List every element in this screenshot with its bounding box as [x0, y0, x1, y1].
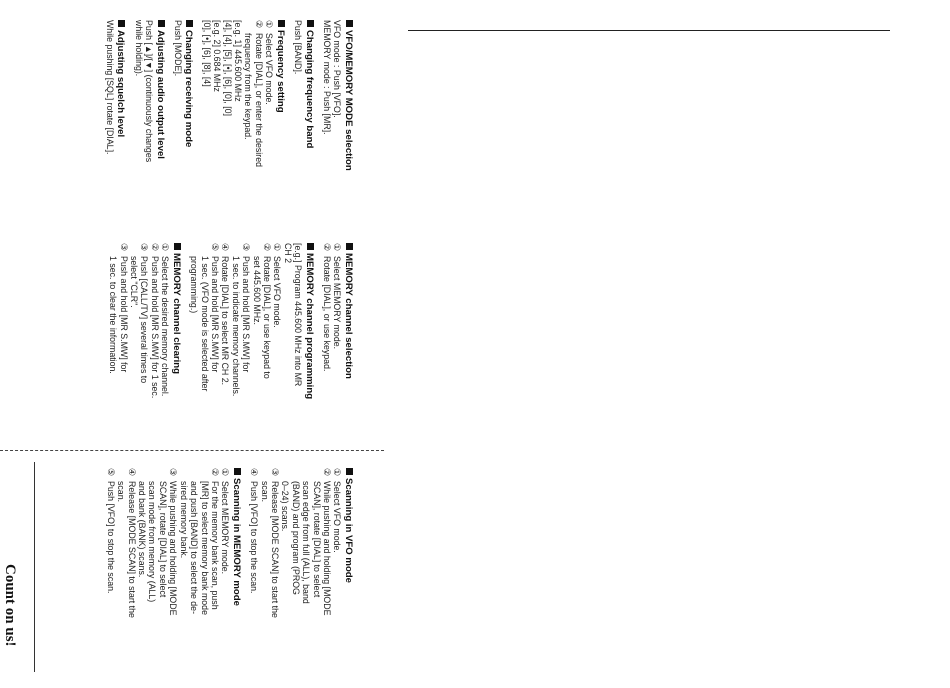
- step-line: [272, 243, 282, 463]
- text-line: [199, 468, 209, 688]
- step-number: ②: [253, 20, 264, 28]
- step-number: ①: [264, 20, 275, 28]
- line-text: Push and hold [MR S.MW] for: [118, 256, 129, 373]
- line-text: CH 2: [282, 243, 293, 264]
- bullet-square-icon: [307, 243, 314, 250]
- step-number: ②: [209, 468, 220, 476]
- line-text: 1 sec. to indicate memory channels.: [230, 256, 241, 397]
- text-line: [259, 468, 269, 688]
- line-text: scan mode from memory (ALL): [147, 481, 158, 603]
- text-line: [147, 468, 157, 688]
- line-text: Push and hold [MR S.MW] for 1 sec.: [149, 256, 160, 399]
- line-text: [0], [•], [6], [8], [4]: [201, 20, 212, 87]
- line-text: set 445.600 MHz.: [251, 256, 262, 325]
- step-number: ②: [261, 243, 272, 251]
- step-line: [105, 468, 115, 688]
- line-text: [MR] to select memory bank mode: [199, 481, 210, 615]
- line-text: sired memory bank.: [178, 481, 189, 559]
- section-title: Adjusting audio output level: [154, 30, 166, 159]
- bullet-square-icon: [158, 20, 165, 27]
- bullet-square-icon: [186, 20, 193, 27]
- text-line: [199, 243, 209, 463]
- line-text: Select MEMORY mode.: [332, 256, 343, 350]
- step-number: ⑤: [209, 243, 220, 251]
- step-number: ①: [272, 243, 283, 251]
- bullet-square-icon: [174, 243, 181, 250]
- step-number: ①: [160, 243, 171, 251]
- step-number: ⑤: [105, 468, 116, 476]
- bullet-square-icon: [234, 468, 241, 475]
- line-text: For the memory bank scan, push: [209, 481, 220, 610]
- step-line: [220, 468, 230, 688]
- line-text: Push and hold [MR S.MW] for: [209, 256, 220, 373]
- step-line: [139, 243, 149, 463]
- step-number: ③: [168, 468, 179, 476]
- step-line: [332, 468, 342, 688]
- line-text: VFO mode : Push [VFO].: [332, 20, 343, 118]
- text-line: [158, 468, 168, 688]
- top-rule: [408, 30, 890, 31]
- section-heading: [343, 243, 355, 463]
- section-title: Adjusting squelch level: [115, 30, 127, 138]
- section-heading: [170, 243, 182, 463]
- text-line: [293, 243, 303, 463]
- line-text: and push [BAND] to select the de-: [189, 481, 200, 615]
- bullet-square-icon: [346, 243, 353, 250]
- section-memory-channel-clearing: [108, 243, 182, 463]
- step-line: [322, 243, 332, 463]
- line-text: 1 sec. to clear the information.: [108, 256, 119, 374]
- line-text: frequency from the keypad.: [243, 33, 254, 140]
- line-text: Push and hold [MR S.MW] for: [241, 256, 252, 373]
- section-memory-channel-programming: [189, 243, 315, 463]
- section-title: VFO/MEMORY MODE selection: [343, 30, 354, 171]
- text-line: [189, 468, 199, 688]
- step-line: [168, 468, 178, 688]
- section-title: Scanning in VFO mode: [343, 478, 354, 584]
- line-text: select "CLR".: [129, 256, 139, 308]
- section-title: Frequency setting: [274, 30, 286, 113]
- step-line: [249, 468, 259, 688]
- cover-rule: [34, 462, 35, 672]
- line-text: Rotate [DIAL], or enter the desired: [253, 33, 264, 167]
- line-text: Release [MODE SCAN] to start the: [126, 481, 137, 618]
- line-text: Push [BAND].: [293, 20, 304, 75]
- section-heading: [343, 468, 355, 688]
- section-title: Scanning in MEMORY mode: [230, 478, 242, 606]
- line-text: scan.: [259, 481, 270, 503]
- step-line: [126, 468, 136, 688]
- line-text: Push [VFO] to stop the scan.: [249, 481, 260, 594]
- line-text: While pushing [SQL] rotate [DIAL].: [104, 20, 115, 155]
- step-line: [270, 468, 280, 688]
- step-line: [322, 468, 332, 688]
- text-line: [290, 468, 300, 688]
- bullet-square-icon: [307, 20, 314, 27]
- section-title: MEMORY channel selection: [343, 253, 354, 379]
- line-text: Select MEMORY mode.: [220, 481, 231, 575]
- line-text: Rotate [DIAL], or use keypad.: [322, 256, 333, 372]
- step-line: [262, 243, 272, 463]
- text-line: [189, 243, 199, 463]
- step-number: ③: [241, 243, 252, 251]
- line-text: Push [CALL/TV] several times to: [139, 256, 150, 384]
- bullet-square-icon: [278, 20, 285, 27]
- line-text: and bank (BANK) scans.: [137, 481, 148, 578]
- step-number: ③: [118, 243, 129, 251]
- line-text: MEMORY mode : Push [MR].: [322, 20, 333, 135]
- step-number: ②: [322, 243, 333, 251]
- line-text: 0–24) scans.: [280, 481, 291, 532]
- bullet-square-icon: [346, 468, 353, 475]
- step-number: ①: [220, 468, 231, 476]
- line-text: while holding).: [133, 20, 144, 77]
- line-text: [e.g. 1] 445.600 MHz: [233, 20, 244, 102]
- line-text: Release [MODE SCAN] to start the: [270, 481, 281, 618]
- step-line: [210, 243, 220, 463]
- section-scanning-in-memory-mode: [105, 468, 241, 688]
- step-number: ④: [126, 468, 137, 476]
- bullet-square-icon: [346, 20, 353, 27]
- line-text: [e.g.] Program 445.600 MHz into MR: [293, 243, 304, 387]
- section-title: Changing frequency band: [303, 30, 315, 149]
- text-line: [178, 468, 188, 688]
- line-text: Push [MODE].: [172, 20, 183, 77]
- line-text: While pushing and holding [MODE: [322, 481, 333, 616]
- text-line: [282, 243, 292, 463]
- line-text: Rotate [DIAL], or use keypad to: [261, 256, 272, 379]
- line-text: Rotate [DIAL] to select MR CH 2.: [220, 256, 231, 386]
- line-text: 1 sec. (VFO mode is selected after: [199, 256, 210, 392]
- line-text: SCAN], rotate [DIAL] to select: [157, 481, 168, 598]
- step-line: [220, 243, 230, 463]
- slogan: Count on us!: [2, 564, 18, 647]
- step-line: [149, 243, 159, 463]
- text-line: [280, 468, 290, 688]
- step-number: ②: [149, 243, 160, 251]
- step-number: ①: [332, 243, 343, 251]
- section-scanning-in-vfo-mode: [249, 468, 354, 688]
- section-memory-channel-selection: [322, 243, 354, 463]
- bullet-square-icon: [118, 20, 125, 27]
- step-number: ③: [270, 468, 281, 476]
- step-line: [118, 243, 128, 463]
- text-line: [116, 468, 126, 688]
- line-text: SCAN], rotate [DIAL] to select: [311, 481, 322, 598]
- step-line: [332, 243, 342, 463]
- line-text: Push [▲]/[▼] (continuously changes: [144, 20, 155, 163]
- line-text: Select VFO mode.: [332, 481, 343, 553]
- text-line: [230, 243, 240, 463]
- line-text: [e.g. 2] 0.684 MHz: [212, 20, 223, 92]
- section-title: Changing receiving mode: [183, 30, 195, 148]
- text-line: [311, 468, 321, 688]
- line-text: Select VFO mode.: [272, 256, 283, 328]
- line-text: Select VFO mode.: [264, 33, 275, 105]
- section-heading: [230, 468, 242, 688]
- section-title: MEMORY channel clearing: [170, 253, 182, 375]
- line-text: programming.): [189, 256, 200, 314]
- text-line: [137, 468, 147, 688]
- section-heading: [303, 243, 315, 463]
- line-text: Push [VFO] to stop the scan.: [105, 481, 116, 594]
- text-line: [129, 243, 139, 463]
- text-line: [301, 468, 311, 688]
- step-line: [241, 243, 251, 463]
- line-text: scan.: [116, 481, 127, 503]
- step-number: ①: [332, 468, 343, 476]
- line-text: [4], [4], [5], [•], [6], [0], [0]: [222, 20, 233, 116]
- text-line: [251, 243, 261, 463]
- section-title: MEMORY channel programming: [303, 253, 315, 400]
- step-number: ②: [322, 468, 333, 476]
- column-memory: [101, 243, 354, 463]
- line-text: While pushing and holding [MODE: [168, 481, 179, 616]
- line-text: scan edge from full (ALL), band: [301, 481, 312, 604]
- step-number: ③: [139, 243, 150, 251]
- step-line: [160, 243, 170, 463]
- step-line: [210, 468, 220, 688]
- line-text: Select the desired memory channel.: [160, 256, 171, 397]
- column-scanning: [98, 468, 354, 688]
- step-number: ④: [249, 468, 260, 476]
- step-number: ④: [220, 243, 231, 251]
- text-line: [108, 243, 118, 463]
- line-text: (BAND) and program (PROG: [290, 481, 301, 595]
